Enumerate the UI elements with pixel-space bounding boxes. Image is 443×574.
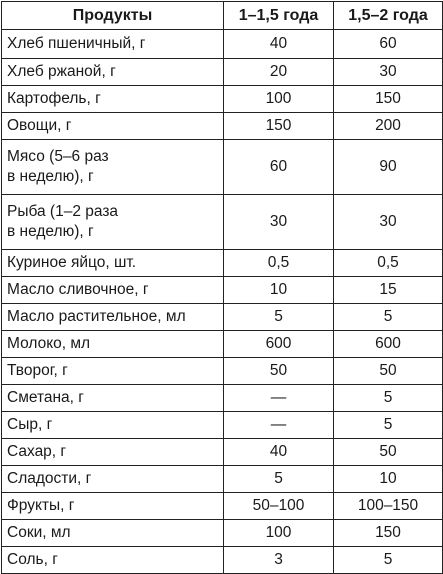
value-age-1-1-5: 60 bbox=[224, 140, 334, 195]
value-age-1-1-5: 150 bbox=[224, 113, 334, 140]
value-age-1-5-2: 150 bbox=[334, 520, 443, 547]
product-cell: Масло растительное, мл bbox=[2, 304, 224, 331]
product-cell: Овощи, г bbox=[2, 113, 224, 140]
value-age-1-5-2: 5 bbox=[334, 412, 443, 439]
value-age-1-1-5: 5 bbox=[224, 466, 334, 493]
product-cell: Куриное яйцо, шт. bbox=[2, 250, 224, 277]
table-row bbox=[2, 86, 443, 113]
product-cell: Творог, г bbox=[2, 358, 224, 385]
product-cell: Соль, г bbox=[2, 547, 224, 574]
value-age-1-1-5: 3 bbox=[224, 547, 334, 574]
value-age-1-5-2: 30 bbox=[334, 195, 443, 250]
value-age-1-5-2: 30 bbox=[334, 59, 443, 86]
product-cell: Сахар, г bbox=[2, 439, 224, 466]
value-age-1-5-2: 10 bbox=[334, 466, 443, 493]
product-cell: Мясо (5–6 раз в неделю), г bbox=[2, 140, 224, 195]
value-age-1-5-2: 15 bbox=[334, 277, 443, 304]
product-cell: Молоко, мл bbox=[2, 331, 224, 358]
value-age-1-1-5: — bbox=[224, 385, 334, 412]
value-age-1-5-2: 600 bbox=[334, 331, 443, 358]
table-row bbox=[2, 140, 443, 195]
value-age-1-5-2: 100–150 bbox=[334, 493, 443, 520]
product-cell: Хлеб ржаной, г bbox=[2, 59, 224, 86]
product-cell: Масло сливочное, г bbox=[2, 277, 224, 304]
product-cell: Картофель, г bbox=[2, 86, 224, 113]
header-row bbox=[2, 2, 443, 30]
value-age-1-1-5: 40 bbox=[224, 439, 334, 466]
header-products: Продукты bbox=[2, 2, 224, 30]
table-row bbox=[2, 195, 443, 250]
value-age-1-5-2: 5 bbox=[334, 547, 443, 574]
product-cell: Сладости, г bbox=[2, 466, 224, 493]
value-age-1-1-5: 10 bbox=[224, 277, 334, 304]
table-row bbox=[2, 59, 443, 86]
table-row bbox=[2, 358, 443, 385]
product-cell: Сыр, г bbox=[2, 412, 224, 439]
table-row bbox=[2, 385, 443, 412]
table-row bbox=[2, 466, 443, 493]
value-age-1-5-2: 0,5 bbox=[334, 250, 443, 277]
header-age-1-1-5: 1–1,5 года bbox=[224, 2, 334, 30]
value-age-1-1-5: 30 bbox=[224, 195, 334, 250]
value-age-1-5-2: 200 bbox=[334, 113, 443, 140]
product-cell: Сметана, г bbox=[2, 385, 224, 412]
table-row bbox=[2, 30, 443, 59]
value-age-1-1-5: 5 bbox=[224, 304, 334, 331]
value-age-1-5-2: 50 bbox=[334, 439, 443, 466]
food-norms-table bbox=[1, 1, 443, 574]
value-age-1-5-2: 5 bbox=[334, 304, 443, 331]
value-age-1-1-5: 40 bbox=[224, 30, 334, 59]
table-row bbox=[2, 277, 443, 304]
table-row bbox=[2, 412, 443, 439]
table-row bbox=[2, 304, 443, 331]
table-row bbox=[2, 547, 443, 574]
value-age-1-5-2: 50 bbox=[334, 358, 443, 385]
table-row bbox=[2, 439, 443, 466]
value-age-1-1-5: 0,5 bbox=[224, 250, 334, 277]
product-cell: Фрукты, г bbox=[2, 493, 224, 520]
product-cell: Соки, мл bbox=[2, 520, 224, 547]
value-age-1-5-2: 90 bbox=[334, 140, 443, 195]
value-age-1-5-2: 150 bbox=[334, 86, 443, 113]
value-age-1-1-5: 50 bbox=[224, 358, 334, 385]
value-age-1-1-5: 50–100 bbox=[224, 493, 334, 520]
value-age-1-1-5: — bbox=[224, 412, 334, 439]
table-row bbox=[2, 520, 443, 547]
value-age-1-1-5: 100 bbox=[224, 86, 334, 113]
value-age-1-1-5: 600 bbox=[224, 331, 334, 358]
table-row bbox=[2, 250, 443, 277]
value-age-1-1-5: 20 bbox=[224, 59, 334, 86]
value-age-1-5-2: 60 bbox=[334, 30, 443, 59]
value-age-1-1-5: 100 bbox=[224, 520, 334, 547]
product-cell: Хлеб пшеничный, г bbox=[2, 30, 224, 59]
table-row bbox=[2, 331, 443, 358]
table-row bbox=[2, 493, 443, 520]
table-row bbox=[2, 113, 443, 140]
header-age-1-5-2: 1,5–2 года bbox=[334, 2, 443, 30]
value-age-1-5-2: 5 bbox=[334, 385, 443, 412]
product-cell: Рыба (1–2 раза в неделю), г bbox=[2, 195, 224, 250]
